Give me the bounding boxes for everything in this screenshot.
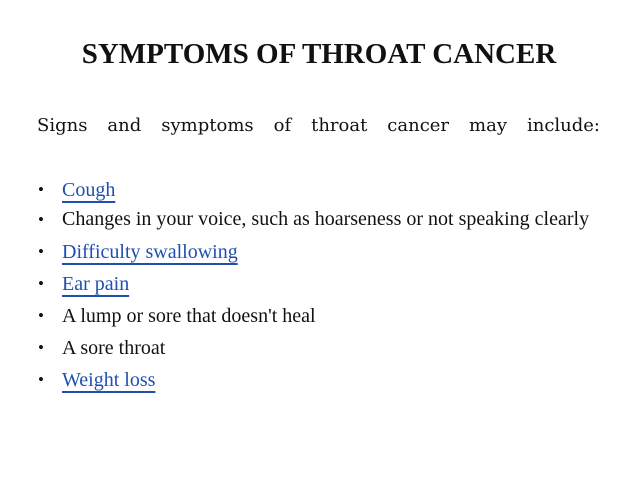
list-item [37, 300, 600, 332]
symptom-text-lump: A lump or sore that doesn't heal [62, 305, 316, 327]
intro-text: Signs and symptoms of throat cancer may include: [37, 115, 600, 136]
bullet-icon: • [38, 370, 44, 389]
list-item [37, 174, 600, 206]
list-item [37, 268, 600, 300]
symptom-link-difficulty-swallowing[interactable]: Difficulty swallowing [62, 241, 238, 263]
bullet-icon: • [38, 306, 44, 325]
symptom-link-weight-loss[interactable]: Weight loss [62, 369, 156, 391]
bullet-icon: • [38, 210, 44, 229]
symptom-text-voice-changes: Changes in your voice, such as hoarseness or not speaking clearly [62, 208, 590, 230]
list-item [37, 206, 600, 233]
symptom-list [37, 174, 600, 396]
symptom-text-sore-throat: A sore throat [62, 337, 166, 359]
symptom-link-cough[interactable]: Cough [62, 179, 116, 201]
bullet-icon: • [38, 242, 44, 261]
slide-title: SYMPTOMS OF THROAT CANCER [81, 38, 557, 70]
list-item [37, 332, 600, 364]
symptom-link-ear-pain[interactable]: Ear pain [62, 273, 130, 295]
list-item [37, 236, 600, 268]
list-item [37, 364, 600, 396]
bullet-icon: • [38, 180, 44, 199]
bullet-icon: • [38, 274, 44, 293]
bullet-icon: • [38, 338, 44, 357]
